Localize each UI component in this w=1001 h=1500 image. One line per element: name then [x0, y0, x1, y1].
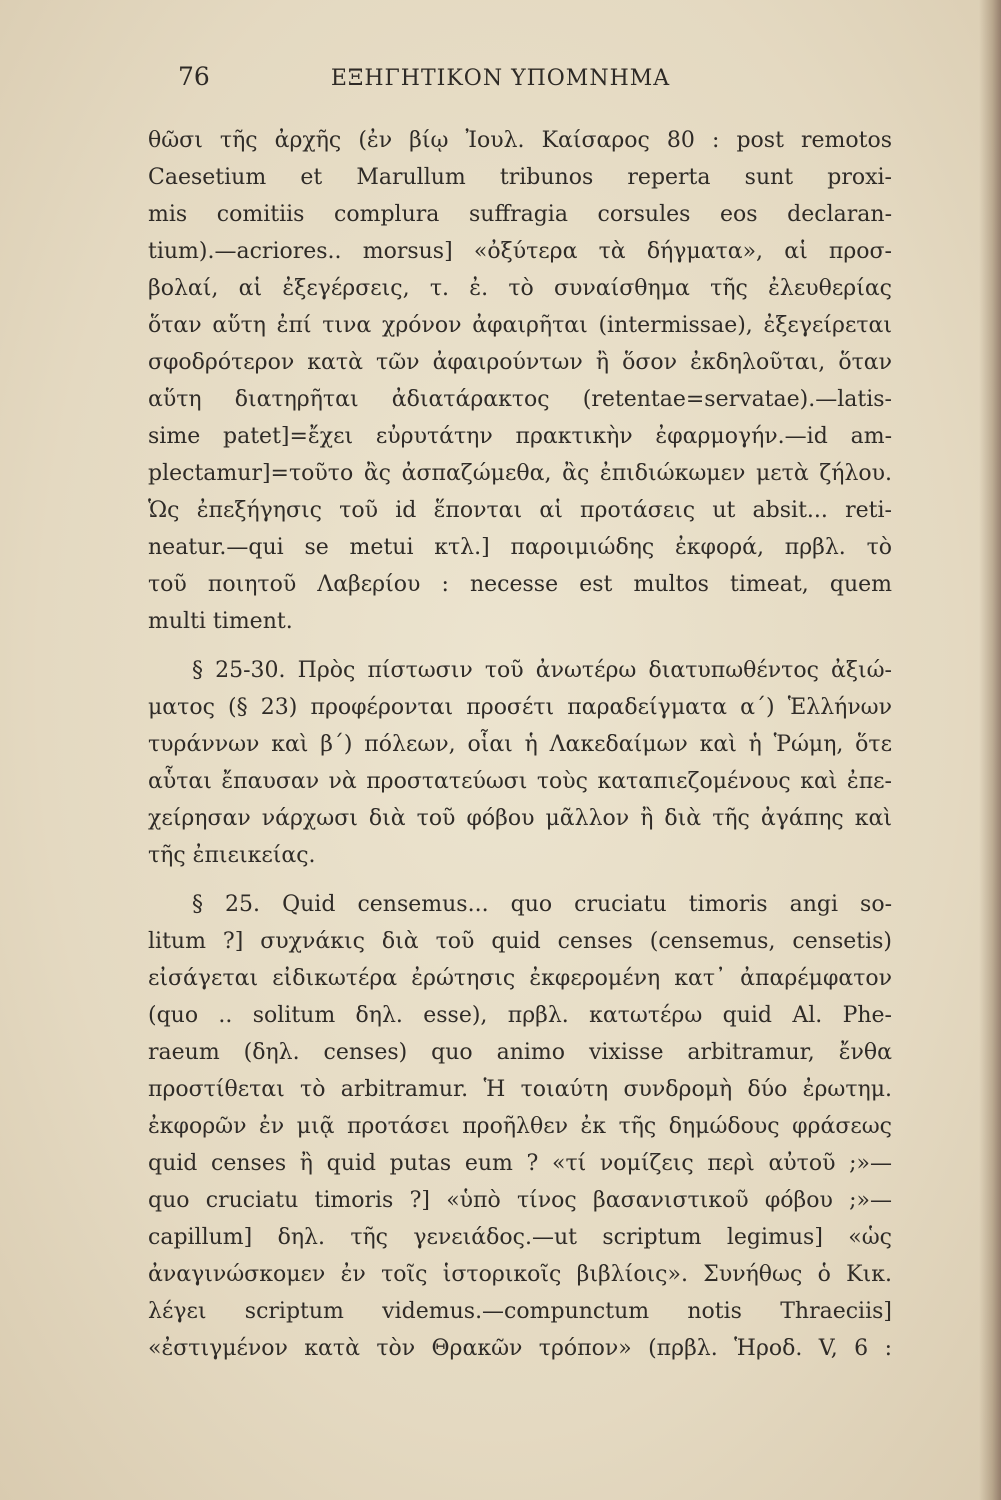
text-line: § 25. Quid censemus... quo cruciatu timoris angi so- [192, 892, 892, 917]
paragraph [148, 652, 892, 874]
text-line: τοῦ ποιητοῦ Λαβερίου : necesse est multos timeat, quem [148, 572, 892, 597]
paragraph [148, 886, 892, 1367]
text-line: αὕτη διατηρῆται ἀδιατάρακτος (retentae=servatae).—latis- [148, 387, 892, 412]
text-line: capillum] δηλ. τῆς γενειάδος.—ut scriptum legimus] «ὡς [148, 1225, 892, 1250]
text-line: § 25-30. Πρὸς πίστωσιν τοῦ ἀνωτέρω διατυπωθέντος ἀξιώ- [192, 658, 892, 683]
text-line: tium).—acriores.. morsus] «ὀξύτερα τὰ δήγματα», αἱ προσ- [148, 239, 892, 264]
page-number: 76 [178, 62, 210, 91]
text-line: ματος (§ 23) προφέρονται προσέτι παραδείγματα α΄) Ἑλλήνων [148, 695, 892, 720]
text-line: raeum (δηλ. censes) quo animo vixisse arbitramur, ἔνθα [148, 1040, 892, 1065]
text-line: εἰσάγεται εἰδικωτέρα ἐρώτησις ἐκφερομένη κατ᾽ ἀπαρέμφατον [148, 966, 892, 991]
text-line: τυράννων καὶ β΄) πόλεων, οἷαι ἡ Λακεδαίμων καὶ ἡ Ῥώμη, ὅτε [148, 732, 892, 757]
text-line: χείρησαν νάρχωσι διὰ τοῦ φόβου μᾶλλον ἢ διὰ τῆς ἀγάπης καὶ [148, 806, 892, 831]
text-line: plectamur]=τοῦτο ἂς ἀσπαζώμεθα, ἂς ἐπιδιώκωμεν μετὰ ζήλου. [148, 461, 892, 486]
text-line: (quo .. solitum δηλ. esse), πρβλ. κατωτέρω quid Al. Phe- [148, 1003, 892, 1028]
text-line: ὅταν αὕτη ἐπί τινα χρόνον ἀφαιρῆται (intermissae), ἐξεγείρεται [148, 313, 892, 338]
page-edge-shadow [979, 0, 1001, 1500]
text-line: Caesetium et Marullum tribunos reperta sunt proxi- [148, 165, 892, 190]
text-line: quid censes ἢ quid putas eum ? «τί νομίζεις περὶ αὐτοῦ ;»— [148, 1151, 892, 1176]
text-line: quo cruciatu timoris ?] «ὑπὸ τίνος βασανιστικοῦ φόβου ;»— [148, 1188, 892, 1213]
text-line: σφοδρότερον κατὰ τῶν ἀφαιρούντων ἢ ὅσον ἐκδηλοῦται, ὅταν [148, 350, 892, 375]
paragraph [148, 122, 892, 640]
text-line: ἐκφορῶν ἐν μιᾷ προτάσει προῆλθεν ἐκ τῆς δημώδους φράσεως [148, 1114, 892, 1139]
body-text [148, 122, 892, 1367]
text-line: neatur.—qui se metui κτλ.] παροιμιώδης ἐκφορά, πρβλ. τὸ [148, 535, 892, 560]
text-line: Ὡς ἐπεξήγησις τοῦ id ἕπονται αἱ προτάσεις ut absit... reti- [148, 498, 892, 523]
text-line: λέγει scriptum videmus.—compunctum notis Thraeciis] [148, 1299, 892, 1324]
text-line: mis comitiis complura suffragia corsules eos declaran- [148, 202, 892, 227]
text-line: αὗται ἔπαυσαν νὰ προστατεύωσι τοὺς καταπιεζομένους καὶ ἐπε- [148, 769, 892, 794]
page-header [0, 62, 1001, 102]
text-line: θῶσι τῆς ἀρχῆς (ἐν βίῳ Ἰουλ. Καίσαρος 80 : post remotos [148, 128, 892, 153]
text-line: sime patet]=ἔχει εὐρυτάτην πρακτικὴν ἐφαρμογήν.—id am- [148, 424, 892, 449]
running-title: ΕΞΗΓΗΤΙΚΟΝ ΥΠΟΜΝΗΜΑ [330, 66, 671, 91]
text-line: ἀναγινώσκομεν ἐν τοῖς ἱστορικοῖς βιβλίοις». Συνήθως ὁ Κικ. [148, 1262, 892, 1287]
text-line: «ἐστιγμένον κατὰ τὸν Θρακῶν τρόπον» (πρβλ. Ἡροδ. V, 6 : [148, 1336, 892, 1361]
text-line: βολαί, αἱ ἐξεγέρσεις, τ. ἐ. τὸ συναίσθημα τῆς ἐλευθερίας [148, 276, 892, 301]
text-line: τῆς ἐπιεικείας. [148, 843, 316, 868]
text-line: multi timent. [148, 609, 293, 634]
text-line: προστίθεται τὸ arbitramur. Ἡ τοιαύτη συνδρομὴ δύο ἐρωτημ. [148, 1077, 892, 1102]
text-line: litum ?] συχνάκις διὰ τοῦ quid censes (censemus, censetis) [148, 929, 892, 954]
